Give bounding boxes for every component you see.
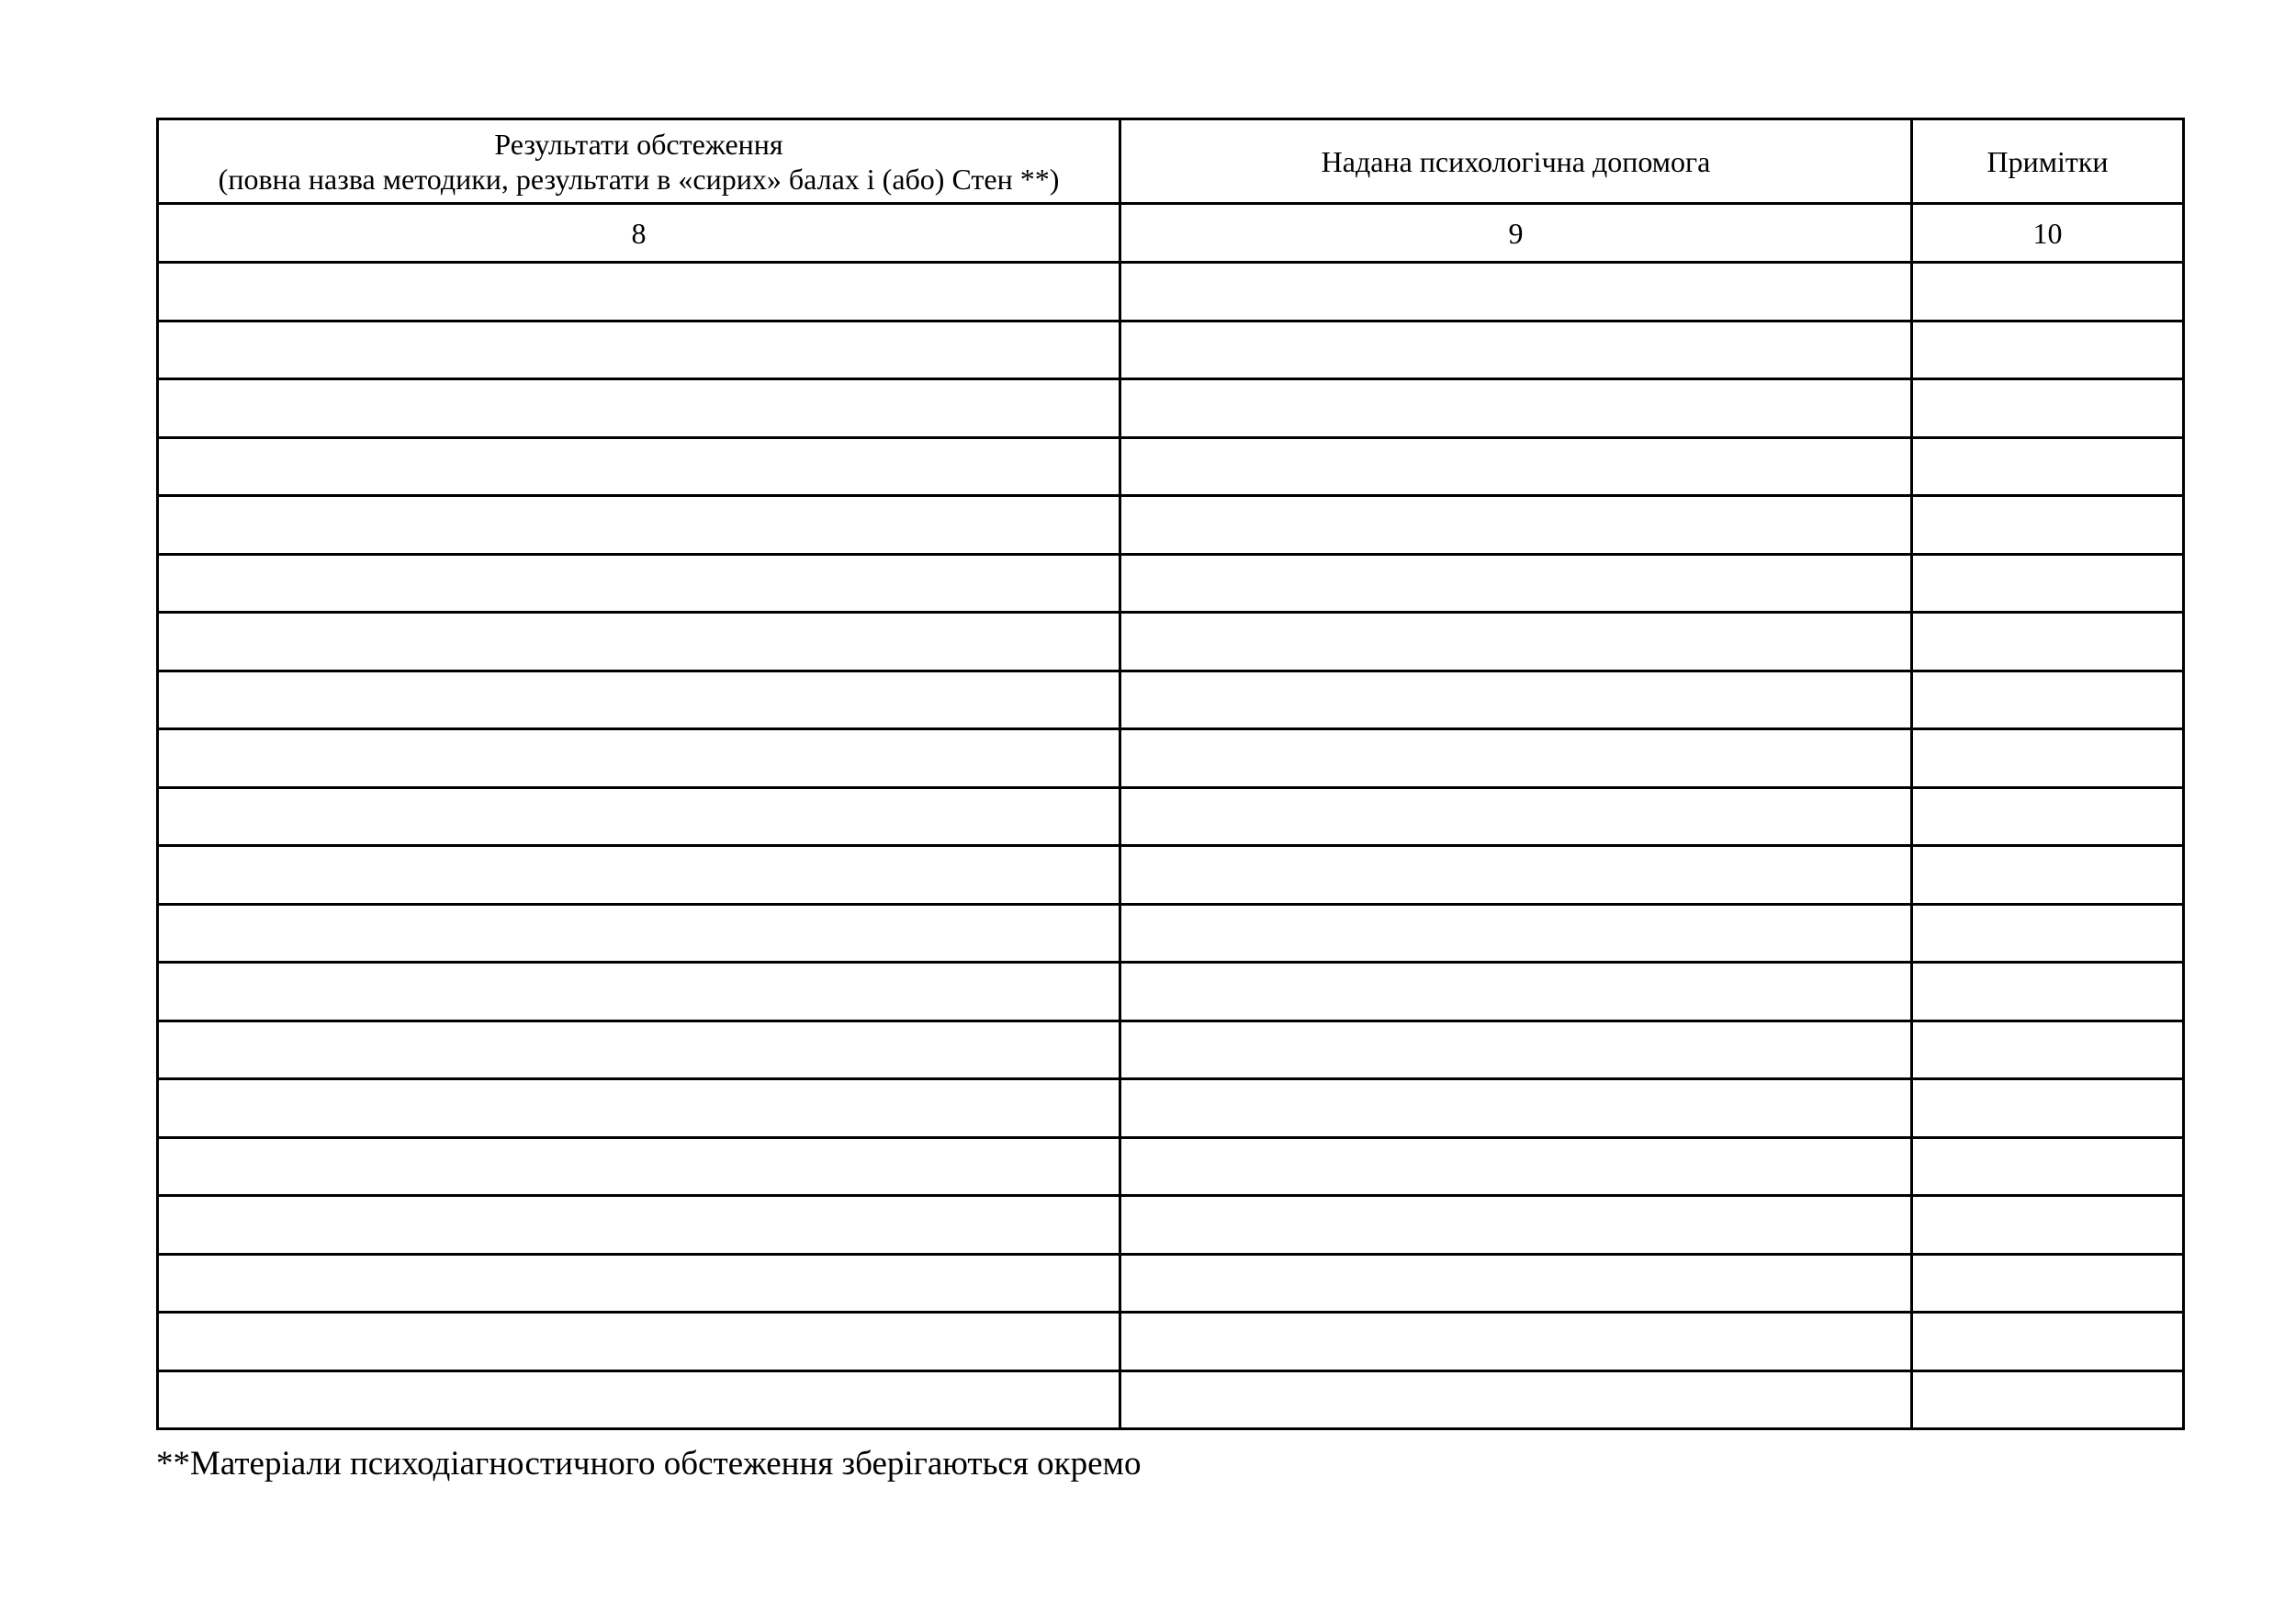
table-cell[interactable] (1120, 846, 1912, 905)
table-cell[interactable] (1912, 1313, 2184, 1371)
table-cell[interactable] (1120, 1254, 1912, 1313)
table-cell[interactable] (158, 904, 1120, 963)
table-cell[interactable] (1912, 1196, 2184, 1255)
table-cell[interactable] (158, 1196, 1120, 1255)
table-row (158, 263, 2184, 321)
table-cell[interactable] (1120, 321, 1912, 379)
table-row (158, 321, 2184, 379)
header-results (158, 119, 1120, 204)
table-cell[interactable] (1120, 1313, 1912, 1371)
table-cell[interactable] (1120, 1079, 1912, 1138)
table-cell[interactable] (158, 1370, 1120, 1429)
column-number: 8 (158, 204, 1120, 263)
table-cell[interactable] (1912, 321, 2184, 379)
table-cell[interactable] (1120, 904, 1912, 963)
table-cell[interactable] (1120, 963, 1912, 1021)
table-row (158, 437, 2184, 496)
header-assistance: Надана психологічна допомога (1120, 119, 1912, 204)
table-cell[interactable] (1912, 496, 2184, 555)
table-row (158, 787, 2184, 846)
table-row (158, 904, 2184, 963)
header-results-title: Результати обстеження (494, 127, 783, 161)
table-cell[interactable] (158, 263, 1120, 321)
header-notes: Примітки (1912, 119, 2184, 204)
table-cell[interactable] (1912, 554, 2184, 613)
table-row (158, 1196, 2184, 1255)
table-row (158, 671, 2184, 729)
survey-results-table (156, 118, 2185, 1430)
table-cell[interactable] (158, 437, 1120, 496)
table-cell[interactable] (1120, 1196, 1912, 1255)
table-row (158, 963, 2184, 1021)
table-cell[interactable] (158, 1021, 1120, 1079)
table-row (158, 729, 2184, 788)
table-cell[interactable] (1120, 1370, 1912, 1429)
table-cell[interactable] (1912, 1079, 2184, 1138)
table-row (158, 554, 2184, 613)
table-cell[interactable] (1912, 437, 2184, 496)
column-number: 10 (1912, 204, 2184, 263)
table-cell[interactable] (158, 787, 1120, 846)
table-row (158, 1313, 2184, 1371)
column-number: 9 (1120, 204, 1912, 263)
table-cell[interactable] (1912, 963, 2184, 1021)
table-cell[interactable] (1912, 379, 2184, 438)
table-row (158, 1370, 2184, 1429)
column-number-row (158, 204, 2184, 263)
table-cell[interactable] (1912, 263, 2184, 321)
table-cell[interactable] (158, 321, 1120, 379)
table-row (158, 379, 2184, 438)
table-cell[interactable] (1120, 496, 1912, 555)
table-cell[interactable] (1912, 1137, 2184, 1196)
table-cell[interactable] (1912, 1370, 2184, 1429)
table-row (158, 1254, 2184, 1313)
table-cell[interactable] (1120, 613, 1912, 671)
table-row (158, 1137, 2184, 1196)
table-row (158, 496, 2184, 555)
table-cell[interactable] (158, 1254, 1120, 1313)
table-row (158, 846, 2184, 905)
table-cell[interactable] (1912, 1021, 2184, 1079)
table-cell[interactable] (1120, 554, 1912, 613)
table-cell[interactable] (1912, 671, 2184, 729)
header-results-subtitle: (повна назва методики, результати в «сирих» балах і (або) Стен **) (218, 162, 1060, 196)
table-cell[interactable] (158, 1313, 1120, 1371)
footnote: **Матеріали психодіагностичного обстеження зберігаються окремо (156, 1445, 1142, 1483)
table-cell[interactable] (1912, 729, 2184, 788)
table-row (158, 613, 2184, 671)
table-cell[interactable] (1120, 729, 1912, 788)
table-cell[interactable] (158, 729, 1120, 788)
table-cell[interactable] (1912, 846, 2184, 905)
table-cell[interactable] (158, 613, 1120, 671)
table-cell[interactable] (158, 379, 1120, 438)
table-cell[interactable] (158, 554, 1120, 613)
header-row (158, 119, 2184, 204)
table-cell[interactable] (158, 1137, 1120, 1196)
table-cell[interactable] (158, 1079, 1120, 1138)
table-cell[interactable] (1120, 263, 1912, 321)
table-cell[interactable] (1120, 379, 1912, 438)
table-cell[interactable] (1912, 1254, 2184, 1313)
table-cell[interactable] (1120, 1137, 1912, 1196)
table-row (158, 1079, 2184, 1138)
table-cell[interactable] (158, 846, 1120, 905)
table-row (158, 1021, 2184, 1079)
table-cell[interactable] (1912, 613, 2184, 671)
table-cell[interactable] (1120, 1021, 1912, 1079)
table-cell[interactable] (1120, 787, 1912, 846)
table-cell[interactable] (158, 496, 1120, 555)
table-cell[interactable] (158, 963, 1120, 1021)
table-cell[interactable] (1912, 787, 2184, 846)
table-cell[interactable] (1120, 671, 1912, 729)
table-cell[interactable] (158, 671, 1120, 729)
table-cell[interactable] (1912, 904, 2184, 963)
table-cell[interactable] (1120, 437, 1912, 496)
